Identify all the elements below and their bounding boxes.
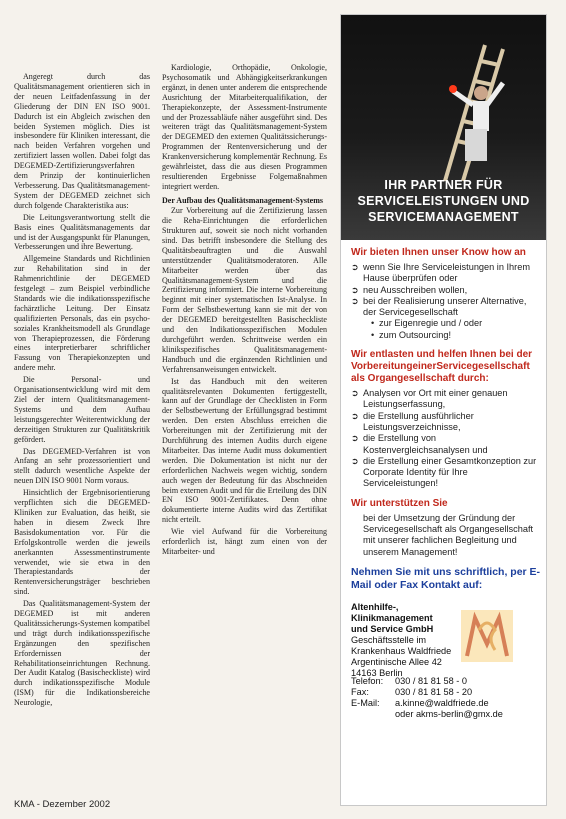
article-paragraph: Die Personal- und Organisationsentwicklung wird mit dem Ziel der intern Qualitätsmanagement-Systems und dem Aufbau leistungsgerechter Weiterentwicklung der derzeitigen Strukturen zur Qualitätskritik gefördert. — [14, 375, 150, 444]
ad-offer-item: ➲ neu Ausschreiben wollen, — [351, 284, 468, 295]
article-column-middle — [162, 63, 327, 783]
ad-photo — [341, 15, 546, 240]
advertisement — [340, 14, 547, 806]
company-name: Altenhilfe-, Klinikmanagement und Service GmbH — [351, 601, 434, 634]
article-paragraph: Kardiologie, Orthopädie, Onkologie, Psychosomatik und Abhängigkeitserkrankungen ergänzt, in denen unter anderem die entsprechende Ausrichtung der Mitarbeiterqualifikation, der Therapiekonzepte, der Assessment-Instrumente und der Prozessabläufe näher ausgeführt sind. Des weiteren trägt das Qualitätsmanagement-System der DEGEMED den externen Qualitätssicherungs-Programmen der Rentenversicherung und der Krankenversicherung komplementär Rechnung. Es gewährleistet, dass die aus diesen Programmen resultierenden Ergebnisse Folgemaßnahmen integriert werden. — [162, 63, 327, 191]
person-on-ladder-illustration — [423, 43, 533, 183]
ad-service-list — [351, 388, 541, 490]
article-paragraph: Allgemeine Standards und Richtlinien zur Rehabilitation sind in der Rahmenrichtlinie der DEGEMED festgelegt – zum Beispiel verbindliche Standards wie die indikationsspezifische fachärztliche Leitung. Der Einsatz qualifizierten Personals, das ein psycho-soziales Krankheitsmodell als Grundlage von Therapieprozessen, die Förderung eines interpretierbarer schriftlicher Fassung von Therapiekonzepten und andere mehr. — [14, 254, 150, 373]
page-footer: KMA - Dezember 2002 — [14, 799, 111, 810]
ad-offer-item: ➲ bei der Realisierung unserer Alternative, der Servicegesellschaft — [351, 295, 527, 318]
arrow-bullet-icon: ➲ — [351, 455, 359, 466]
ad-offer-item: • zur Eigenregie und / oder — [351, 318, 541, 329]
article-paragraph: Zur Vorbereitung auf die Zertifizierung lassen die Reha-Einrichtungen die erforderlichen Strukturen auf, soweit sie noch nicht vorhanden sind. Das betrifft insbesondere die Stellung des Qualitätsbeauftragten und die Auswahl unterstützender Qualitätsmoderatoren. Alle Mitarbeiter werden über das Qualitätsmanagement-System und die Zertifizierung informiert. Die interne Vorbereitung beginnt mit einer systematischen Ist-Analyse. In Form der Selbstbewertung kann sie mit der von der DEGEMED bereitgestellten Basischeckliste und den Indikationsspezifischen Modulen durchgeführt werden. Schrittweise werden ein klinikspezifisches Qualitätsmanagement-Handbuch und die ergänzenden Richtlinien und Verfahrensanweisungen entwickelt. — [162, 206, 327, 374]
article-paragraph: Wie viel Aufwand für die Vorbereitung erforderlich ist, hängt zum einen von der Mitarbeiter- und — [162, 527, 327, 556]
ad-service-item: ➲ Analysen vor Ort mit einer genauen Leistungserfassung, — [351, 388, 508, 410]
contact-row-phone: Telefon: 030 / 81 81 58 - 0 — [351, 675, 468, 686]
company-logo-icon — [459, 608, 515, 664]
ad-offer-item: ➲ wenn Sie Ihre Serviceleistungen in Ihrem Hause überprüfen oder — [351, 262, 530, 284]
arrow-bullet-icon: ➲ — [351, 295, 359, 306]
ad-section-title: Wir unterstützen Sie — [351, 497, 448, 509]
arrow-bullet-icon: ➲ — [351, 262, 359, 272]
arrow-bullet-icon: ➲ — [351, 410, 359, 421]
ad-offer-item: • zum Outsourcing! — [351, 330, 541, 341]
ad-support-text: bei der Umsetzung der Gründung der Servicegesellschaft als Organgesellschaft mit unserer fachlichen Begleitung und unserem Management! — [363, 512, 534, 557]
article-paragraph: Hinsichtlich der Ergebnisorientierung verpflichten sich die DEGEMED-Kliniken zur Evaluation, das heißt, sie haben in diesem Zweck Ihre Basisdokumentation vor. Für die Erfolgskontrolle werden die jeweils anerkannten Assessmentinstrumente verwendet, wie sie etwa in den Therapiestandards der Rentenversicherungsträger beschrieben sind. — [14, 488, 150, 597]
article-paragraph: Das Qualitätsmanagement-System der DEGEMED ist mit anderen Qualitätssicherungs-Systemen kompatibel und trägt durch indikationsspezifische Ergänzungen den spezifischen Erfordernissen der Rehabilitationseinrichtungen Rechnung. Der Audit Katalog (Basischeckliste) wird durch indikationsspezifische Module (ISM) für die Indikationsbereiche Neurologie, — [14, 599, 150, 708]
ad-body — [351, 247, 541, 720]
ad-section-title: Wir entlasten und helfen Ihnen bei der VorbereitungeinerServicegesellschaft als Organgesellschaft durch: — [351, 349, 533, 385]
arrow-bullet-icon: ➲ — [351, 433, 359, 444]
ad-service-item: ➲ die Erstellung einer Gesamtkonzeption zur Corporate Identity für Ihre Serviceleistungen! — [351, 455, 537, 489]
ad-offer-list — [351, 262, 541, 341]
ad-call-to-action: Nehmen Sie mit uns schriftlich, per E-Mail oder Fax Kontakt auf: — [351, 565, 541, 591]
ad-headline: IHR PARTNER FÜR SERVICELEISTUNGEN UND SERVICEMANAGEMENT — [357, 178, 530, 224]
arrow-bullet-icon: ➲ — [351, 388, 359, 399]
arrow-bullet-icon: ➲ — [351, 284, 359, 295]
section-heading: Der Aufbau des Qualitätsmanagement-Systems — [162, 195, 323, 205]
article-paragraph: Das DEGEMED-Verfahren ist von Anfang an sehr prozessorientiert und stellt dadurch wesentliche Aspekte der neuen DIN ISO 9001 Norm voraus. — [14, 446, 150, 486]
company-block — [351, 601, 541, 678]
company-address: Geschäftsstelle im Krankenhaus Waldfriede Argentinische Allee 42 14163 Berlin — [351, 634, 452, 678]
contact-row-email-alt: oder akms-berlin@gmx.de — [395, 708, 503, 719]
ad-service-item: ➲ die Erstellung ausführlicher Leistungsverzeichnisse, — [351, 410, 474, 432]
article-paragraph: Ist das Handbuch mit den weiteren qualitätsrelevanten Dokumenten fertiggestellt, kann auf der Grundlage der Checklisten in Form der Selbstbewertung der Erfüllungsgrad bestimmt werden. Den ersten Abschluss erreichen die Vorbereitungen mit der Zertifizierung mit der Durchführung des internen Audits durch eigene Mitarbeiter. Das interne Audit muss dokumentiert werden. Die Dokumentation ist nicht nur der erforderlichen Nachweis wegen wichtig, sondern auch wegen der Bedeutung für das Abschneiden beim externen Audit und für die Erteilung des DIN EN ISO 9001-Zertifikates. Denn ohne dokumentierte interne Audits wird das Zertifikat nicht erteilt. — [162, 376, 327, 525]
article-column-left — [14, 72, 150, 782]
article-paragraph: Die Leitungsverantwortung stellt die Basis eines Qualitätsmanagements dar und ist der Ausgangspunkt für Planungen, Verbesserungen und ihre Bewertung. — [14, 212, 150, 252]
article-paragraph: Angeregt durch das Qualitätsmanagement orientieren sich in der neuen Leitfadenfassung in der Gliederung der DIN EN ISO 9001. Dadurch ist ein Abgleich zwischen den beiden Systemen möglich. Dies ist insbesondere für Kliniken interessant, die nach beiden Verfahren vorgehen und zertifiziert lassen wollen. Dabei folgt das DEGEMED-Zertifizierungsverfahren dem Prinzip der kontinuierlichen Verbesserung. Das Qualitätsmanagement-System der DEGEMED zeichnet sich durch folgende Charakteristika aus: — [14, 72, 150, 210]
contact-row-email: E-Mail: a.kinne@waldfriede.de — [351, 697, 489, 708]
ad-service-item: ➲ die Erstellung von Kostenvergleichsanalysen und — [351, 433, 488, 455]
contact-details — [351, 676, 541, 720]
ad-section-title: Wir bieten Ihnen unser Know how an — [351, 247, 526, 258]
contact-row-fax: Fax: 030 / 81 81 58 - 20 — [351, 686, 473, 697]
